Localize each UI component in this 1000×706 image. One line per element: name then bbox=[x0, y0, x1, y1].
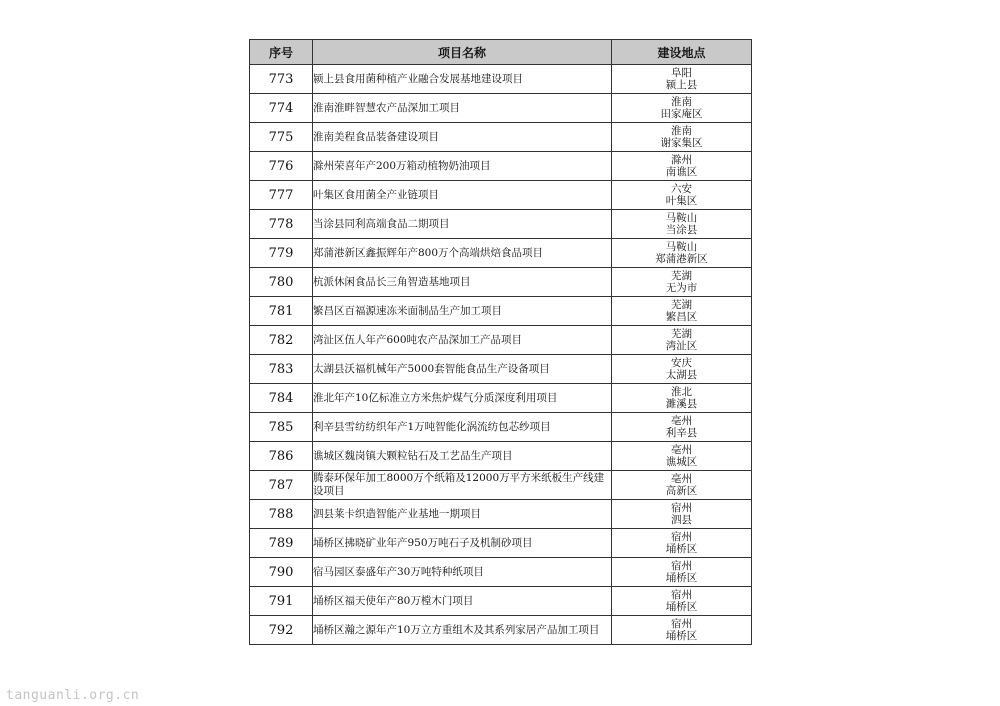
location-city: 亳州 bbox=[671, 472, 692, 485]
table-row bbox=[250, 94, 752, 123]
serial-number-cell: 791 bbox=[250, 587, 313, 616]
project-name-cell: 埇桥区拂晓矿业年产950万吨石子及机制砂项目 bbox=[313, 529, 612, 558]
location-district: 埇桥区 bbox=[665, 630, 698, 642]
project-name-cell: 杭派休闲食品长三角智造基地项目 bbox=[313, 268, 612, 297]
table-row bbox=[250, 587, 752, 616]
serial-number-cell: 775 bbox=[250, 123, 313, 152]
location-city: 马鞍山 bbox=[665, 240, 698, 253]
location-city: 淮南 bbox=[671, 95, 692, 108]
serial-number-cell: 773 bbox=[250, 65, 313, 94]
table-row bbox=[250, 529, 752, 558]
location-cell bbox=[612, 442, 752, 471]
table-row bbox=[250, 65, 752, 94]
location-district: 颍上县 bbox=[665, 79, 698, 91]
serial-number-cell: 782 bbox=[250, 326, 313, 355]
project-name-cell: 腾泰环保年加工8000万个纸箱及12000万平方米纸板生产线建设项目 bbox=[313, 471, 612, 500]
location-district: 埇桥区 bbox=[665, 601, 698, 613]
location-city: 六安 bbox=[671, 182, 692, 195]
project-name-cell: 颍上县食用菌种植产业融合发展基地建设项目 bbox=[313, 65, 612, 94]
location-cell bbox=[612, 413, 752, 442]
location-city: 宿州 bbox=[671, 530, 692, 543]
table-row bbox=[250, 384, 752, 413]
project-name-cell: 埇桥区瀚之源年产10万立方重组木及其系列家居产品加工项目 bbox=[313, 616, 612, 645]
location-district: 谢家集区 bbox=[660, 137, 703, 149]
location-cell bbox=[612, 65, 752, 94]
location-district: 繁昌区 bbox=[665, 311, 698, 323]
serial-number-cell: 787 bbox=[250, 471, 313, 500]
location-district: 埇桥区 bbox=[665, 572, 698, 584]
location-cell bbox=[612, 558, 752, 587]
table-row bbox=[250, 355, 752, 384]
project-name-cell: 利辛县雪纺纺织年产1万吨智能化涡流纺包芯纱项目 bbox=[313, 413, 612, 442]
project-name-cell: 太湖县沃福机械年产5000套智能食品生产设备项目 bbox=[313, 355, 612, 384]
table-row bbox=[250, 616, 752, 645]
location-city: 宿州 bbox=[671, 559, 692, 572]
location-cell bbox=[612, 384, 752, 413]
location-cell bbox=[612, 500, 752, 529]
location-cell bbox=[612, 239, 752, 268]
location-district: 南谯区 bbox=[665, 166, 698, 178]
header-project-name: 项目名称 bbox=[313, 40, 612, 65]
location-district: 叶集区 bbox=[665, 195, 698, 207]
table-row bbox=[250, 181, 752, 210]
table-row bbox=[250, 442, 752, 471]
header-serial-number: 序号 bbox=[250, 40, 313, 65]
location-city: 宿州 bbox=[671, 617, 692, 630]
location-city: 淮北 bbox=[671, 385, 692, 398]
location-city: 宿州 bbox=[671, 501, 692, 514]
project-name-cell: 谯城区魏岗镇大颗粒钻石及工艺品生产项目 bbox=[313, 442, 612, 471]
table-row bbox=[250, 413, 752, 442]
location-cell bbox=[612, 471, 752, 500]
location-cell bbox=[612, 123, 752, 152]
project-table bbox=[249, 39, 752, 645]
serial-number-cell: 779 bbox=[250, 239, 313, 268]
table-row bbox=[250, 239, 752, 268]
table-row bbox=[250, 152, 752, 181]
serial-number-cell: 785 bbox=[250, 413, 313, 442]
serial-number-cell: 780 bbox=[250, 268, 313, 297]
table-row bbox=[250, 268, 752, 297]
location-district: 濉溪县 bbox=[665, 398, 698, 410]
location-cell bbox=[612, 181, 752, 210]
watermark-text: tanguanli.org.cn bbox=[6, 688, 140, 703]
project-name-cell: 埇桥区福天使年产80万樘木门项目 bbox=[313, 587, 612, 616]
serial-number-cell: 788 bbox=[250, 500, 313, 529]
project-name-cell: 淮南美程食品装备建设项目 bbox=[313, 123, 612, 152]
serial-number-cell: 781 bbox=[250, 297, 313, 326]
location-district: 太湖县 bbox=[665, 369, 698, 381]
table-row bbox=[250, 123, 752, 152]
location-cell bbox=[612, 355, 752, 384]
location-district: 谯城区 bbox=[665, 456, 698, 468]
table-header-row bbox=[250, 40, 752, 65]
location-district: 无为市 bbox=[665, 282, 698, 294]
location-city: 亳州 bbox=[671, 443, 692, 456]
location-city: 宿州 bbox=[671, 588, 692, 601]
location-city: 滁州 bbox=[671, 153, 692, 166]
location-cell bbox=[612, 529, 752, 558]
serial-number-cell: 790 bbox=[250, 558, 313, 587]
location-district: 泗县 bbox=[671, 514, 692, 526]
serial-number-cell: 784 bbox=[250, 384, 313, 413]
project-name-cell: 繁昌区百福源速冻米面制品生产加工项目 bbox=[313, 297, 612, 326]
serial-number-cell: 786 bbox=[250, 442, 313, 471]
project-name-cell: 湾沚区伍人年产600吨农产品深加工产品项目 bbox=[313, 326, 612, 355]
project-name-cell: 泗县莱卡织造智能产业基地一期项目 bbox=[313, 500, 612, 529]
location-district: 郑蒲港新区 bbox=[655, 253, 708, 265]
serial-number-cell: 778 bbox=[250, 210, 313, 239]
serial-number-cell: 774 bbox=[250, 94, 313, 123]
table-row bbox=[250, 471, 752, 500]
table-row bbox=[250, 558, 752, 587]
project-name-cell: 宿马园区泰盛年产30万吨特种纸项目 bbox=[313, 558, 612, 587]
location-city: 芜湖 bbox=[671, 327, 692, 340]
table-row bbox=[250, 297, 752, 326]
table-row bbox=[250, 210, 752, 239]
location-city: 亳州 bbox=[671, 414, 692, 427]
location-district: 当涂县 bbox=[665, 224, 698, 236]
location-district: 湾沚区 bbox=[665, 340, 698, 352]
project-name-cell: 滁州荣喜年产200万箱动植物奶油项目 bbox=[313, 152, 612, 181]
location-city: 芜湖 bbox=[671, 298, 692, 311]
project-name-cell: 当涂县同利高端食品二期项目 bbox=[313, 210, 612, 239]
location-cell bbox=[612, 616, 752, 645]
location-cell bbox=[612, 152, 752, 181]
serial-number-cell: 789 bbox=[250, 529, 313, 558]
project-name-cell: 叶集区食用菌全产业链项目 bbox=[313, 181, 612, 210]
location-cell bbox=[612, 210, 752, 239]
header-construction-location: 建设地点 bbox=[612, 40, 752, 65]
location-district: 田家庵区 bbox=[660, 108, 703, 120]
location-city: 马鞍山 bbox=[665, 211, 698, 224]
table-row bbox=[250, 500, 752, 529]
location-district: 利辛县 bbox=[665, 427, 698, 439]
location-district: 高新区 bbox=[665, 485, 698, 497]
serial-number-cell: 792 bbox=[250, 616, 313, 645]
serial-number-cell: 776 bbox=[250, 152, 313, 181]
project-name-cell: 郑蒲港新区鑫振辉年产800万个高端烘焙食品项目 bbox=[313, 239, 612, 268]
location-cell bbox=[612, 297, 752, 326]
location-district: 埇桥区 bbox=[665, 543, 698, 555]
location-cell bbox=[612, 94, 752, 123]
location-city: 阜阳 bbox=[671, 66, 692, 79]
location-city: 安庆 bbox=[671, 356, 692, 369]
serial-number-cell: 783 bbox=[250, 355, 313, 384]
table-row bbox=[250, 326, 752, 355]
location-cell bbox=[612, 326, 752, 355]
location-cell bbox=[612, 587, 752, 616]
project-name-cell: 淮南淮畔智慧农产品深加工项目 bbox=[313, 94, 612, 123]
location-city: 淮南 bbox=[671, 124, 692, 137]
project-name-cell: 淮北年产10亿标准立方米焦炉煤气分质深度利用项目 bbox=[313, 384, 612, 413]
serial-number-cell: 777 bbox=[250, 181, 313, 210]
table-body bbox=[250, 65, 752, 645]
location-cell bbox=[612, 268, 752, 297]
location-city: 芜湖 bbox=[671, 269, 692, 282]
